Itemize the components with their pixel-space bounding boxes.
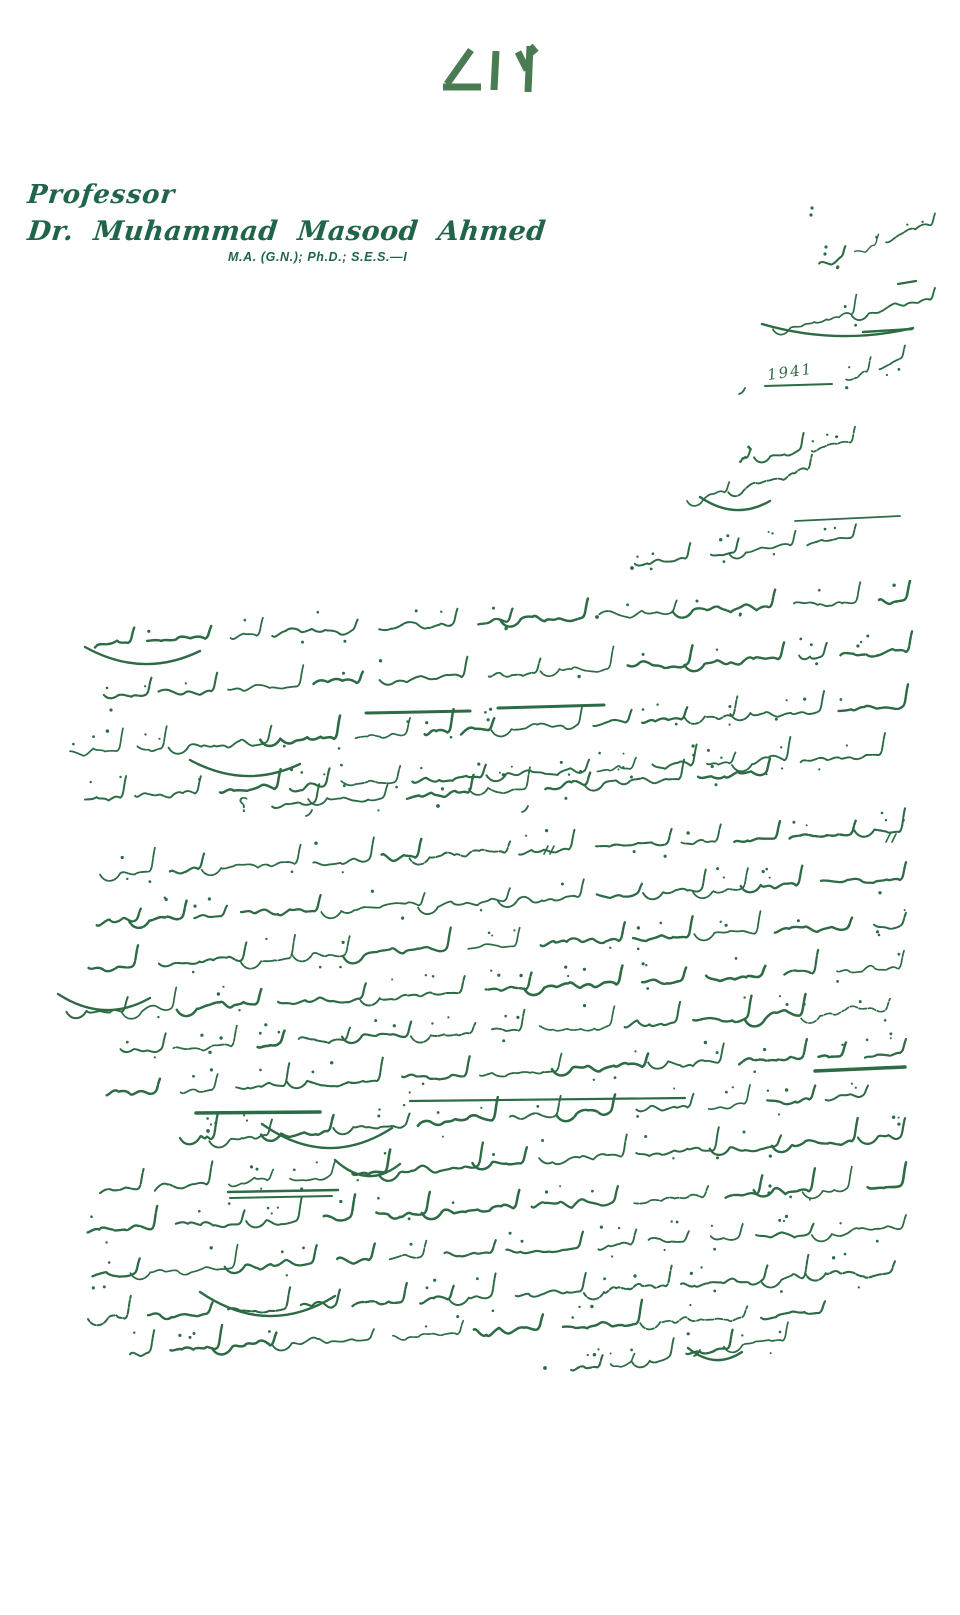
handwriting-paragraph-2 bbox=[67, 808, 907, 1147]
handwriting-paragraph-3 bbox=[86, 1116, 906, 1357]
letterhead-credentials: M.A. (G.N.); Ph.D.; S.E.S.—I bbox=[228, 250, 408, 264]
letterhead-title: Professor bbox=[26, 180, 177, 210]
handwriting-paragraph-1 bbox=[70, 581, 912, 812]
handwritten-date-digits: 1941 bbox=[766, 359, 815, 384]
page-number-digits bbox=[443, 46, 536, 92]
handwriting-closing bbox=[571, 1322, 788, 1370]
underline-strokes bbox=[196, 329, 912, 1198]
handwriting-salutation bbox=[635, 427, 856, 571]
question-mark: ؟ bbox=[238, 793, 249, 817]
letterhead-name: Dr. Muhammad Masood Ahmed bbox=[26, 216, 548, 247]
